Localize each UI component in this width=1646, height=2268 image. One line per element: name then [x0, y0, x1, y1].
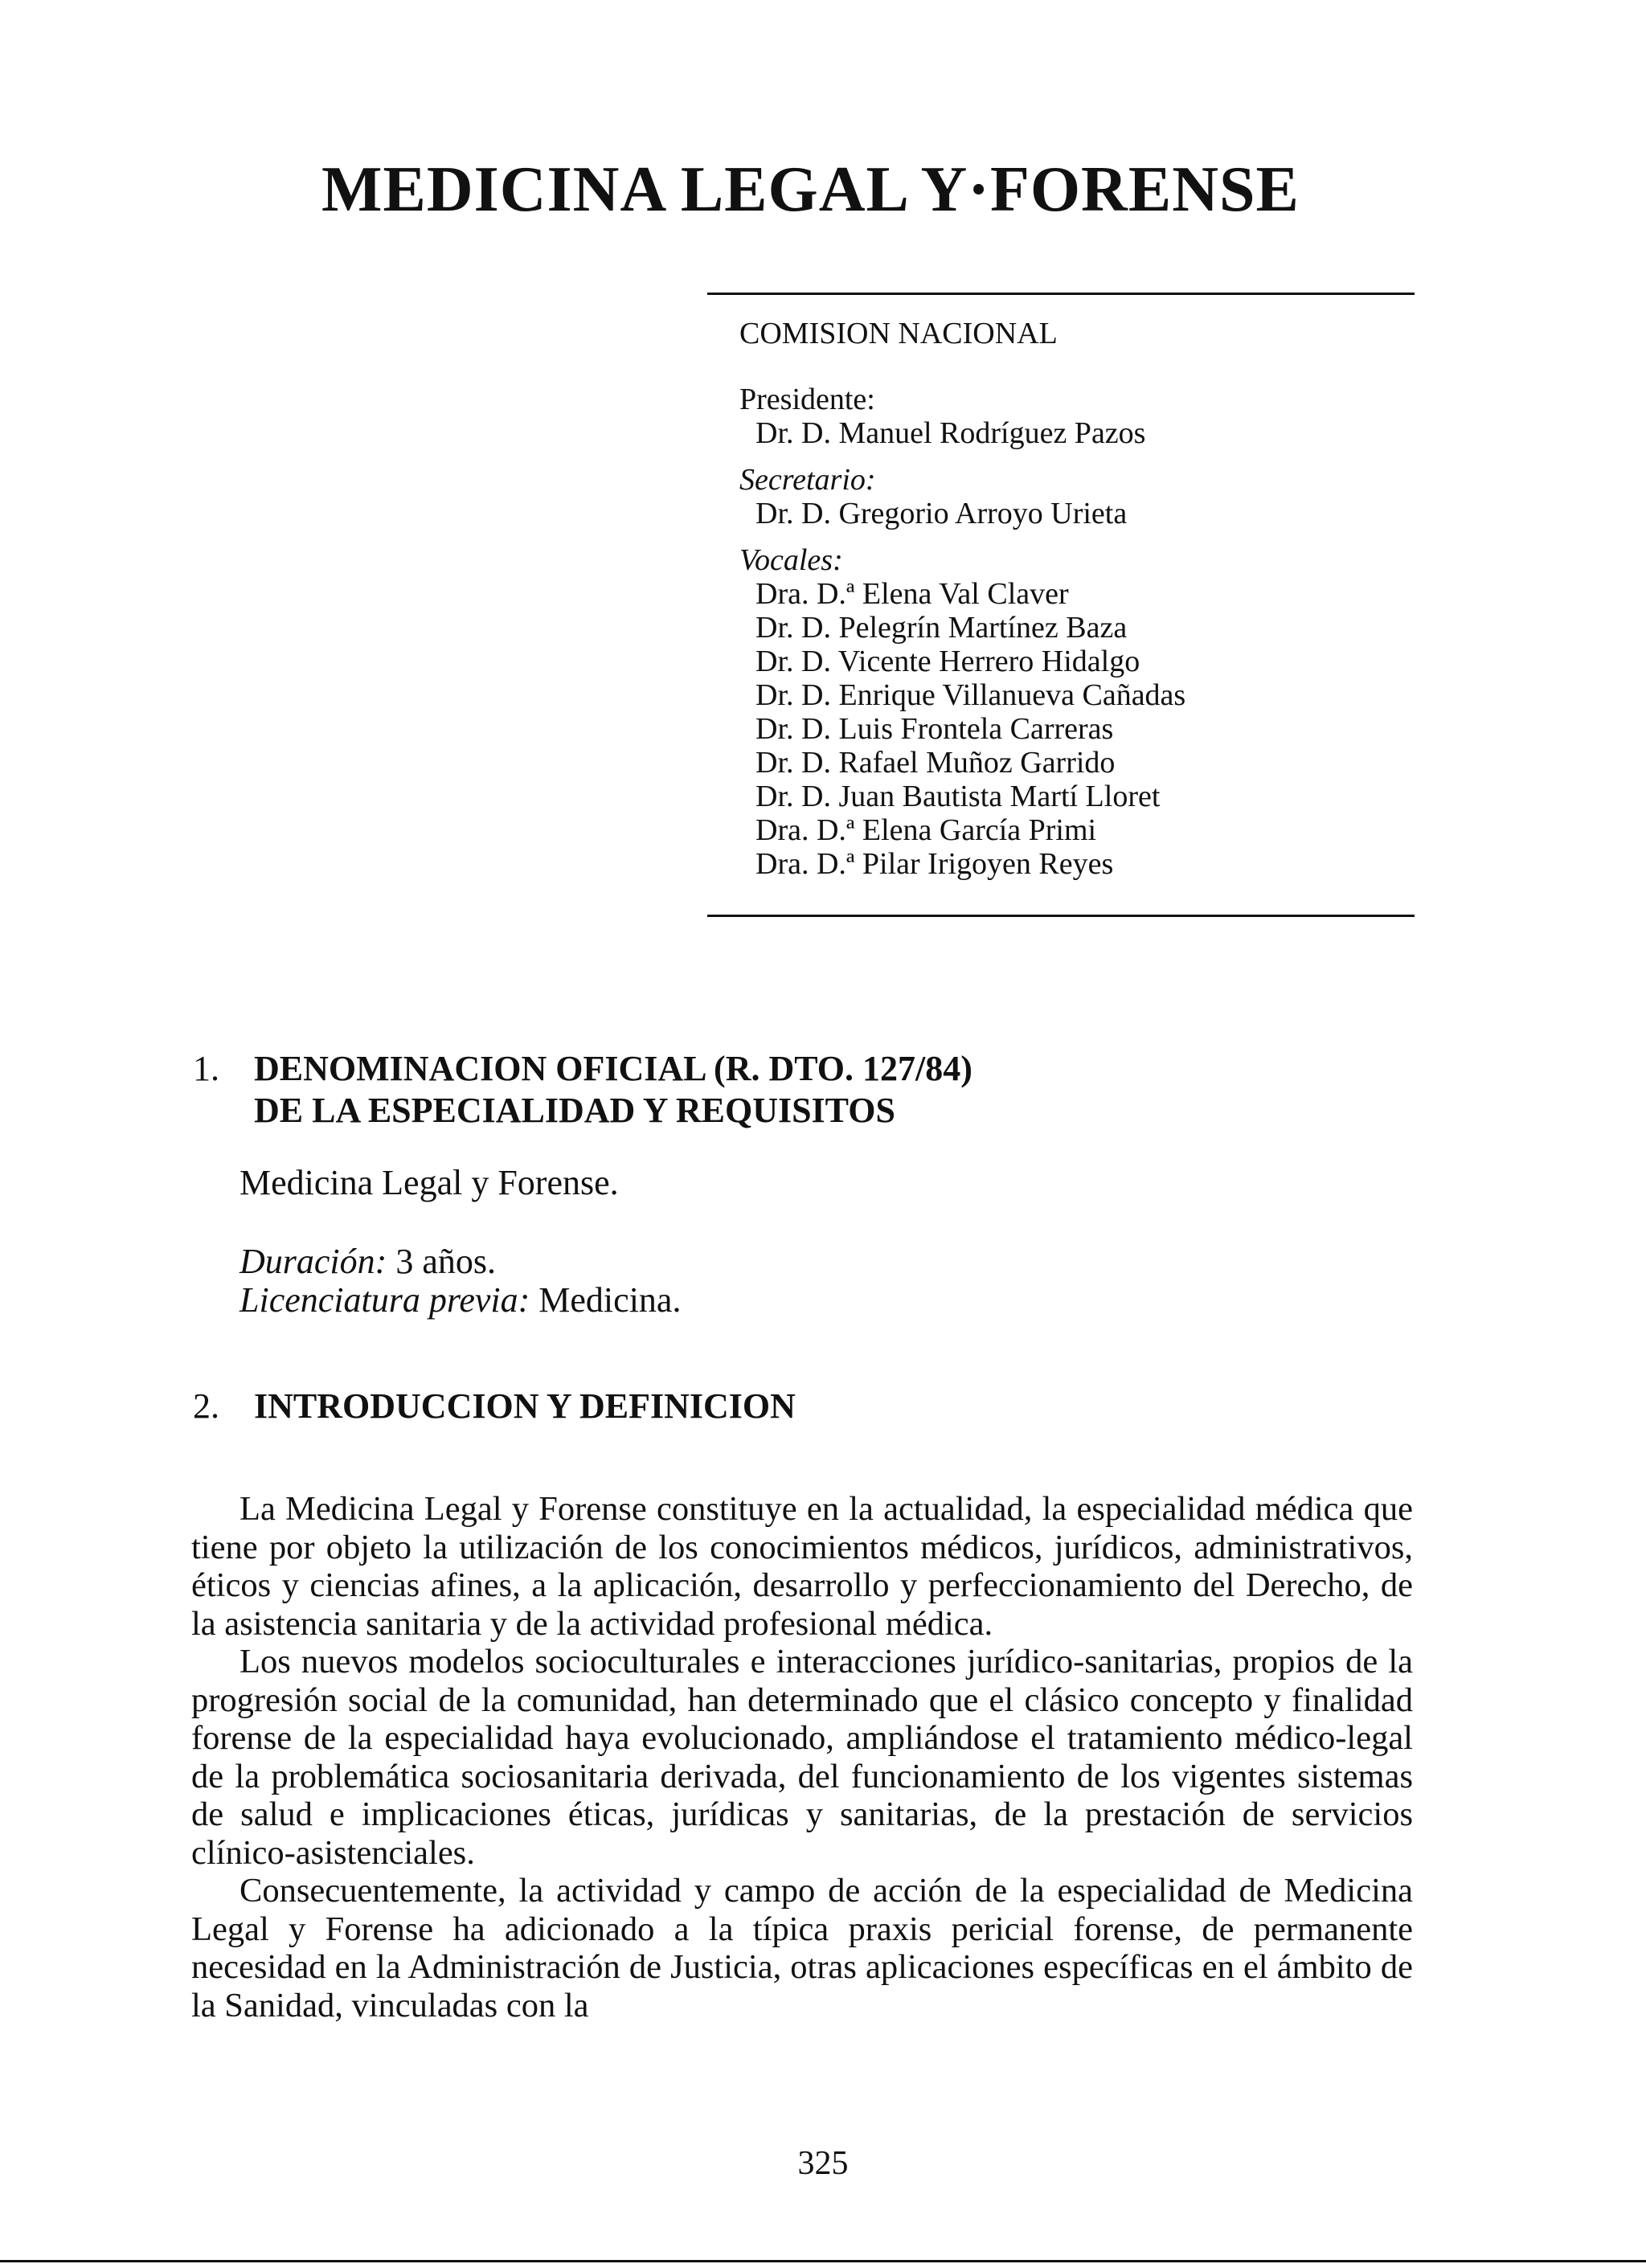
member-name: Dr. D. Pelegrín Martínez Baza — [755, 611, 1128, 645]
member-name: Dr. D. Enrique Villanueva Cañadas — [755, 678, 1186, 712]
section-1-number: 1. — [193, 1049, 219, 1088]
president-group — [739, 383, 1398, 450]
duration-label: Duración: — [240, 1242, 387, 1281]
degree-label: Licenciatura previa: — [240, 1280, 530, 1320]
president-label: Presidente: — [739, 383, 875, 416]
section-2-heading — [193, 1386, 796, 1427]
member-name: Dr. D. Juan Bautista Martí Lloret — [755, 780, 1161, 813]
member-name: Dr. D. Luis Frontela Carreras — [755, 712, 1114, 746]
secretary-label: Secretario: — [739, 463, 876, 497]
specialty-name: Medicina Legal y Forense. — [240, 1163, 619, 1202]
section-2-number: 2. — [193, 1386, 219, 1426]
section-1-heading-line2: DE LA ESPECIALIDAD Y REQUISITOS — [254, 1091, 895, 1130]
members-group — [739, 543, 1398, 881]
member-name: Dra. D.ª Pilar Irigoyen Reyes — [755, 847, 1114, 881]
president-name: Dr. D. Manuel Rodríguez Pazos — [755, 416, 1146, 450]
section-1-heading-line1: DENOMINACION OFICIAL (R. DTO. 127/84) — [254, 1049, 972, 1088]
footer-rule — [0, 2260, 1646, 2262]
secretary-name: Dr. D. Gregorio Arroyo Urieta — [755, 497, 1128, 530]
section-2-body — [191, 1490, 1413, 2024]
degree-line — [240, 1281, 681, 1320]
duration-line — [240, 1242, 496, 1281]
commission-block — [739, 317, 1398, 894]
body-paragraph: Los nuevos modelos socioculturales e interacciones jurídico-sanitarias, propios de la progresión social de la comunidad, han determinado que el clásico concepto y finalidad forense de la especialidad haya evolucionado, ampliándose el tratamiento médico-legal de la problemática sociosanitaria derivada, del funcionamiento de los vigentes sistemas de salud e implicaciones éticas, jurídicas y sanitarias, de la prestación de servicios clínico-asistenciales. — [191, 1643, 1413, 1872]
secretary-group — [739, 463, 1398, 530]
commission-bottom-rule — [707, 915, 1415, 917]
body-paragraph: La Medicina Legal y Forense constituye en la actualidad, la especialidad médica que tiene por objeto la utilización de los conocimientos médicos, jurídicos, administrativos, éticos y ciencias afines, a la aplicación, desarrollo y perfeccionamiento del Derecho, de la asistencia sanitaria y de la actividad profesional médica. — [191, 1490, 1413, 1643]
members-label: Vocales: — [739, 543, 843, 577]
degree-value: Medicina. — [538, 1280, 682, 1320]
section-2-heading-text: INTRODUCCION Y DEFINICION — [254, 1386, 796, 1426]
duration-value: 3 años. — [395, 1242, 496, 1281]
member-name: Dra. D.ª Elena Val Claver — [755, 577, 1069, 611]
member-name: Dr. D. Vicente Herrero Hidalgo — [755, 645, 1140, 678]
member-name: Dr. D. Rafael Muñoz Garrido — [755, 746, 1116, 780]
commission-heading: COMISION NACIONAL — [739, 317, 1058, 350]
member-name: Dra. D.ª Elena García Primi — [755, 813, 1097, 847]
body-paragraph: Consecuentemente, la actividad y campo de acción de la especialidad de Medicina Legal y Forense ha adicionado a la típica praxis pericial forense, de permanente necesidad en la Administración de Justicia, otras aplicaciones específicas en el ámbito de la Sanidad, vinculadas con la — [191, 1872, 1413, 2024]
page-number: 325 — [797, 2145, 849, 2182]
page-title: MEDICINA LEGAL Y·FORENSE — [321, 154, 1300, 225]
section-1-heading — [193, 1048, 972, 1132]
commission-top-rule — [707, 293, 1415, 295]
